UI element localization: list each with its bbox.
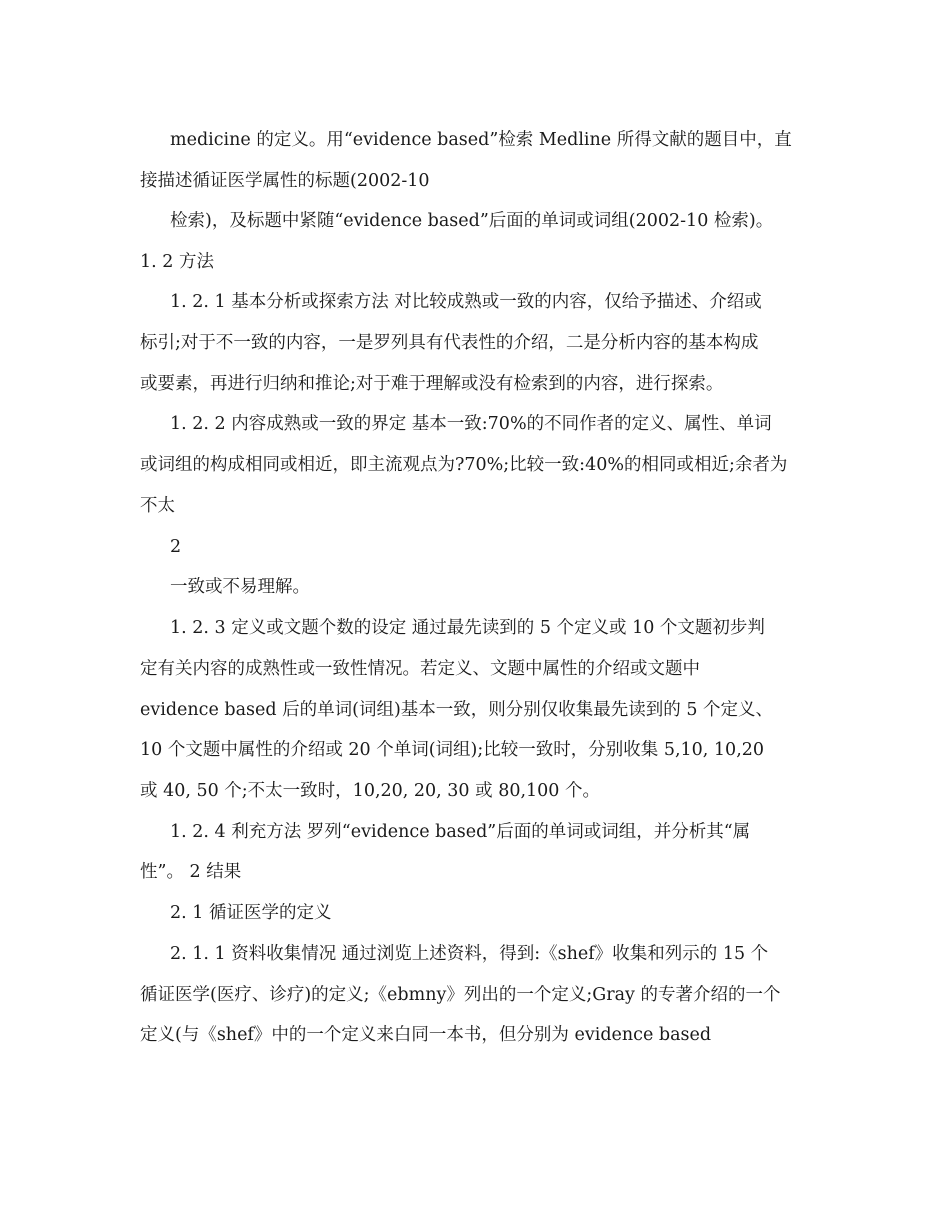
- text-line: 或词组的构成相同或相近，即主流观点为?70%;比较一致:40%的相同或相近;余者为: [140, 455, 788, 475]
- text-line: 检索)，及标题中紧随“evidence based”后面的单词或词组(2002-10 检索)。: [170, 211, 774, 231]
- text-line: 1. 2. 3 定义或文题个数的设定 通过最先读到的 5 个定义或 10 个文题初步判: [170, 618, 765, 638]
- text-line: 1. 2. 1 基本分析或探索方法 对比较成熟或一致的内容，仅给予描述、介绍或: [170, 292, 762, 312]
- text-line: evidence based 后的单词(词组)基本一致，则分别仅收集最先读到的 5 个定义、: [140, 700, 774, 720]
- text-line: 定有关内容的成熟性或一致性情况。若定义、文题中属性的介绍或文题中: [140, 659, 700, 679]
- text-line: 接描述循证医学属性的标题(2002-10: [140, 171, 430, 191]
- text-line: 1. 2. 4 利充方法 罗列“evidence based”后面的单词或词组，并分析其“属: [170, 822, 751, 842]
- section-heading: 2. 1 循证医学的定义: [170, 903, 332, 923]
- text-line: medicine 的定义。用“evidence based”检索 Medline 所得文献的题目中，直: [170, 130, 792, 150]
- text-line: 10 个文题中属性的介绍或 20 个单词(词组);比较一致时，分别收集 5,10, 10,20: [140, 740, 765, 760]
- page-number: 2: [170, 537, 182, 557]
- text-line: 循证医学(医疗、诊疗)的定义;《ebmny》列出的一个定义;Gray 的专著介绍的一个: [140, 985, 781, 1005]
- text-line: 定义(与《shef》中的一个定义来白同一本书，但分别为 evidence based: [140, 1025, 712, 1045]
- text-line: 或要素，再进行归纳和推论;对于难于理解或没有检索到的内容，进行探索。: [140, 374, 724, 394]
- text-line: 标引;对于不一致的内容，一是罗列具有代表性的介绍，二是分析内容的基本构成: [140, 333, 759, 353]
- text-line: 1. 2. 2 内容成熟或一致的界定 基本一致:70%的不同作者的定义、属性、单词: [170, 414, 772, 434]
- text-line: 不太: [140, 496, 175, 516]
- text-line: 或 40, 50 个;不太一致时，10,20, 20, 30 或 80,100 个。: [140, 781, 600, 801]
- section-heading: 1. 2 方法: [140, 252, 214, 272]
- text-line: 一致或不易理解。: [170, 577, 310, 597]
- text-line: 性”。 2 结果: [140, 862, 242, 882]
- text-line: 2. 1. 1 资料收集情况 通过浏览上述资料，得到:《shef》收集和列示的 15 个: [170, 944, 769, 964]
